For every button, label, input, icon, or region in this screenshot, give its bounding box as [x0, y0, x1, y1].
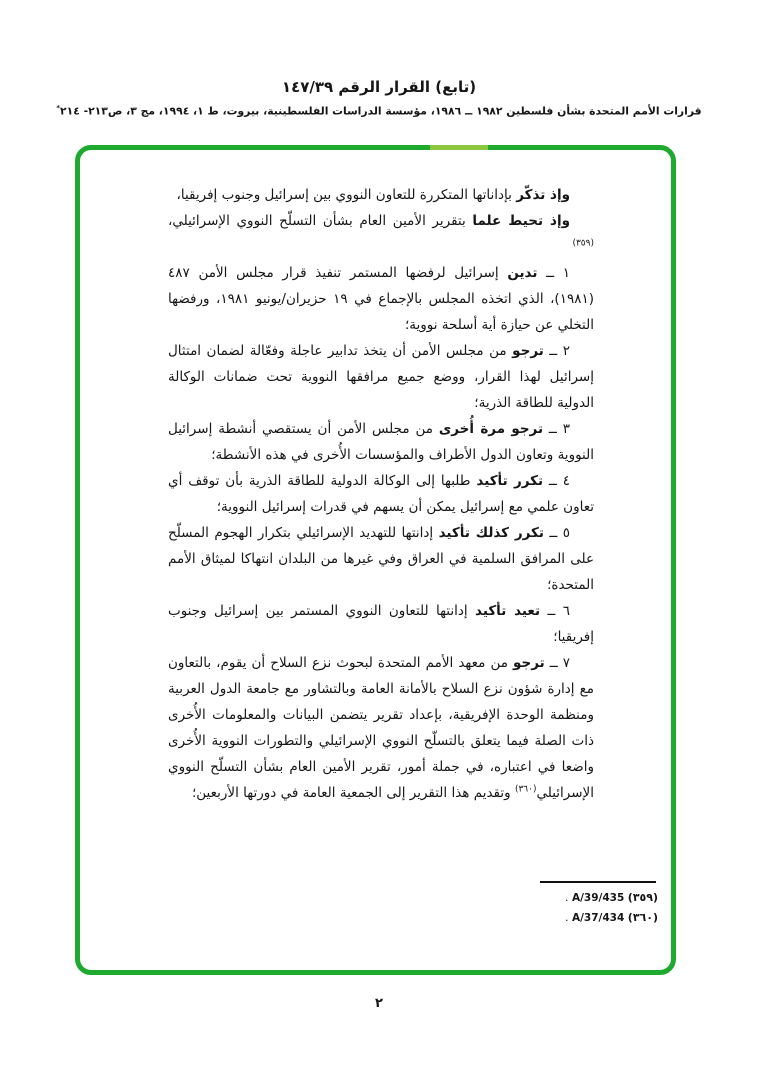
footnote-reference: (٣٦٠) [514, 784, 537, 795]
footnote-reference: (٣٥٩) [572, 238, 594, 249]
footnote-item [478, 888, 658, 908]
footnote-marker: (٣٥٩) [627, 891, 658, 904]
paragraph-body: إسرائيل لرفضها المستمر تنفيذ قرار مجلس الأمن ٤٨٧ (١٩٨١)، الذي اتخذه المجلس بالإجماع في ١٩ حزيران/يونيو ١٩٨١، ورفضها التخلي عن حيازة أية أسلحة نووية؛ [168, 265, 594, 333]
paragraph-lead: ترجو [512, 343, 544, 359]
paragraph-body: من مجلس الأمن أن يستقصي أنشطة إسرائيل النووية وتعاون الدول الأطراف والمؤسسات الأُخرى في هذه الأنشطة؛ [168, 421, 594, 463]
paragraph-operative-2 [168, 338, 594, 416]
paragraph-body: إدانتها للتعاون النووي المستمر بين إسرائيل وجنوب إفريقيا؛ [168, 603, 594, 645]
paragraph-operative-1 [168, 260, 594, 338]
paragraph-body: من مجلس الأمن أن يتخذ تدابير عاجلة وفعّالة لضمان امتثال إسرائيل لهذا القرار، ووضع جميع مرافقها النووية تحت ضمانات الوكالة الدولية للطاقة الذرية؛ [168, 343, 594, 411]
paragraph-number: ١ ــ [537, 265, 570, 281]
paragraph-preamble-1 [168, 182, 594, 208]
paragraph-body: من معهد الأمم المتحدة لبحوث نزع السلاح أن يقوم، بالتعاون مع إدارة شؤون نزع السلاح بالأمانة العامة وبالتشاور مع جامعة الدول العربية ومنظمة الوحدة الإفريقية، بإعداد تقرير يتضمن البيانات والمعلومات الأُخرى ذات الصلة فيما يتعلق بالتسلّح النووي الإسرائيلي والتطورات النووية الأُخرى واضعا في اعتباره، في جملة أمور، تقرير الأمين العام بشأن التسلّح النووي الإسرائيلي [168, 655, 594, 801]
frame-light-segment [430, 145, 488, 150]
paragraph-number: ٢ ــ [543, 343, 570, 359]
subtitle-text: قرارات الأمم المتحدة بشأن فلسطين ١٩٨٢ ــ ١٩٨٦، مؤسسة الدراسات الفلسطينية، بيروت، ط ١، ١٩٩٤، مج ٣، ص٢١٣- ٢١٤ [60, 104, 702, 118]
footnote-ref: A/37/434 [571, 912, 625, 924]
footnote-ref: A/39/435 [571, 892, 625, 904]
paragraph-number: ٥ ــ [543, 525, 570, 541]
paragraph-lead: تكرر تأكيد [476, 473, 544, 489]
page-title: (تابع) القرار الرقم ١٤٧/٣٩ [281, 78, 477, 96]
footnote-marker: (٣٦٠) [627, 911, 658, 924]
paragraph-lead: ترجو مرة أُخرى [438, 421, 544, 437]
paragraph-operative-6 [168, 598, 594, 650]
footnote-divider [540, 881, 656, 883]
paragraph-operative-7 [168, 650, 594, 806]
resolution-text [168, 182, 594, 806]
paragraph-lead: تدين [507, 265, 538, 281]
paragraph-operative-4 [168, 468, 594, 520]
subtitle-reference-mark: * [56, 104, 61, 112]
paragraph-body: بتقرير الأمين العام بشأن التسلّح النووي الإسرائيلي، [168, 213, 473, 229]
paragraph-lead: تكرر كذلك تأكيد [438, 525, 544, 541]
paragraph-lead: ترجو [513, 655, 545, 671]
footnotes [478, 888, 658, 928]
paragraph-preamble-2 [168, 208, 594, 260]
paragraph-body: بإداناتها المتكررة للتعاون النووي بين إسرائيل وجنوب إفريقيا، [176, 187, 517, 203]
footnote-period: . [564, 911, 569, 924]
paragraph-lead: تعيد تأكيد [475, 603, 541, 619]
paragraph-number: ٦ ــ [540, 603, 570, 619]
paragraph-number: ٧ ــ [544, 655, 570, 671]
paragraph-tail: وتقديم هذا التقرير إلى الجمعية العامة في دورتها الأربعين؛ [191, 785, 515, 801]
page-subtitle [0, 104, 758, 118]
paragraph-body: إدانتها للتهديد الإسرائيلي بتكرار الهجوم المسلّح على المرافق السلمية في العراق وفي غيرها من البلدان انتهاكا لميثاق الأمم المتحدة؛ [168, 525, 594, 593]
page-number: ٢ [375, 996, 383, 1011]
paragraph-number: ٣ ــ [543, 421, 571, 437]
paragraph-body: طلبها إلى الوكالة الدولية للطاقة الذرية بأن توقف أي تعاون علمي مع إسرائيل يمكن أن يسهم في قدرات إسرائيل النووية؛ [168, 473, 594, 515]
paragraph-operative-5 [168, 520, 594, 598]
footnote-item [478, 908, 658, 928]
paragraph-number: ٤ ــ [543, 473, 570, 489]
paragraph-lead: وإذ تحيط علما [472, 213, 570, 229]
paragraph-lead: وإذ تذكّر [516, 187, 570, 203]
paragraph-operative-3 [168, 416, 594, 468]
footnote-period: . [564, 891, 569, 904]
